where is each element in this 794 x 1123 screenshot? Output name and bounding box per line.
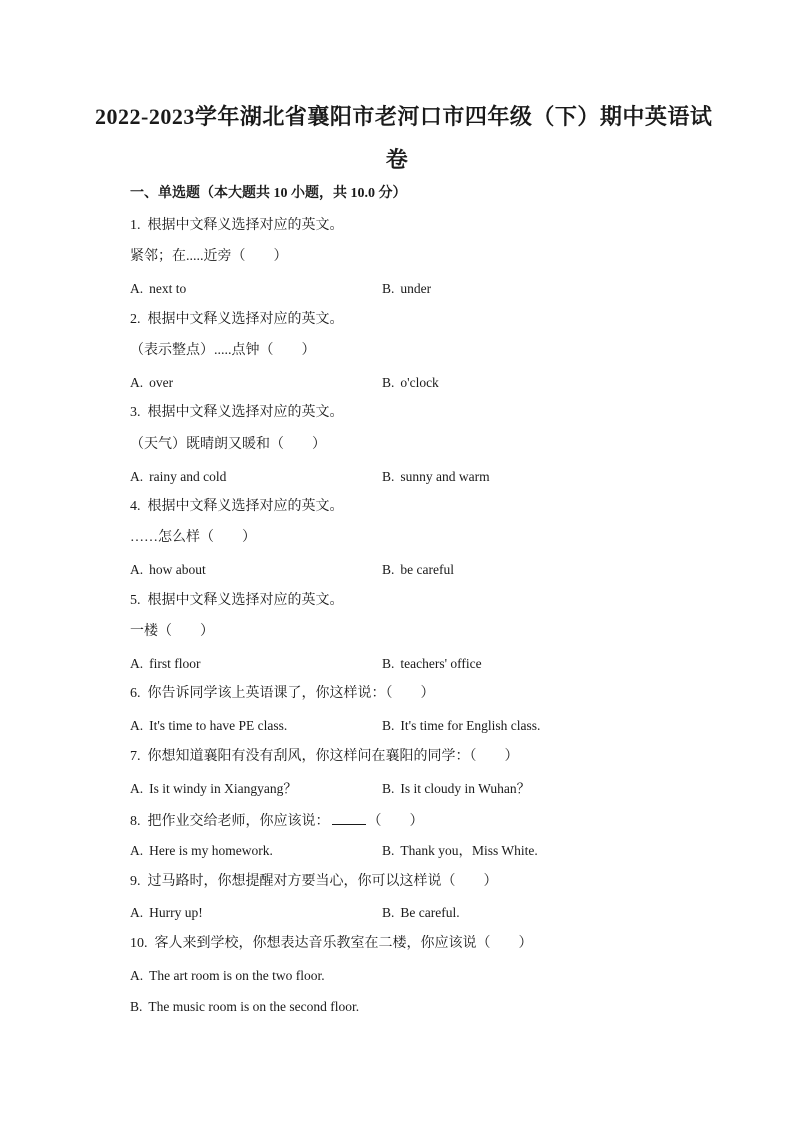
question-5-option-a[interactable]: A. first floor (130, 656, 201, 671)
question-5-option-b[interactable]: B. teachers' office (382, 656, 482, 671)
question-6-stem: 6. 你告诉同学该上英语课了，你这样说：（ ） (130, 686, 435, 701)
question-8-option-b[interactable]: B. Thank you，Miss White. (382, 843, 538, 858)
question-7-option-b[interactable]: B. Is it cloudy in Wuhan？ (382, 781, 531, 796)
question-1-option-b[interactable]: B. under (382, 281, 432, 296)
question-8-option-a[interactable]: A. Here is my homework. (130, 843, 273, 858)
question-2-option-b[interactable]: B. o'clock (382, 375, 439, 390)
question-7-stem: 7. 你想知道襄阳有没有刮风，你这样问在襄阳的同学：（ ） (130, 749, 519, 764)
question-9-option-a[interactable]: A. Hurry up! (130, 905, 203, 920)
question-4-option-b[interactable]: B. be careful (382, 562, 454, 577)
question-3-option-b[interactable]: B. sunny and warm (382, 469, 490, 484)
question-10-option-a[interactable]: A. The art room is on the two floor. (130, 968, 325, 983)
question-1-option-a[interactable]: A. next to (130, 281, 187, 296)
question-4-stem: 4. 根据中文释义选择对应的英文。 (130, 499, 344, 514)
question-5-prompt: 一楼（ ） (130, 624, 214, 639)
question-4-option-a[interactable]: A. how about (130, 562, 206, 577)
question-6-option-a[interactable]: A. It's time to have PE class. (130, 718, 288, 733)
question-2-prompt: （表示整点）.....点钟（ ） (130, 343, 316, 358)
question-2-stem: 2. 根据中文释义选择对应的英文。 (130, 312, 344, 327)
question-3-stem: 3. 根据中文释义选择对应的英文。 (130, 405, 344, 420)
question-1-stem: 1. 根据中文释义选择对应的英文。 (130, 218, 344, 233)
question-10-option-b[interactable]: B. The music room is on the second floor. (130, 999, 360, 1014)
question-5-stem: 5. 根据中文释义选择对应的英文。 (130, 593, 344, 608)
exam-title-line2: 卷 (385, 147, 409, 172)
question-9-option-b[interactable]: B. Be careful. (382, 905, 460, 920)
question-1-prompt: 紧邻；在.....近旁（ ） (130, 249, 288, 264)
question-4-prompt: ……怎么样（ ） (130, 530, 256, 545)
section-heading: 一、单选题（本大题共 10 小题，共 10.0 分） (130, 186, 407, 201)
question-9-stem: 9. 过马路时，你想提醒对方要当心，你可以这样说（ ） (130, 874, 498, 889)
question-10-stem: 10. 客人来到学校，你想表达音乐教室在二楼，你应该说（ ） (130, 936, 533, 951)
question-3-option-a[interactable]: A. rainy and cold (130, 469, 227, 484)
answer-blank[interactable] (332, 812, 366, 825)
question-6-option-b[interactable]: B. It's time for English class. (382, 718, 541, 733)
exam-title-line1: 2022-2023学年湖北省襄阳市老河口市四年级（下）期中英语试 (95, 104, 713, 129)
question-3-prompt: （天气）既晴朗又暖和（ ） (130, 437, 326, 452)
question-8-stem: 8. 把作业交给老师，你应该说： （ ） (130, 814, 424, 829)
question-2-option-a[interactable]: A. over (130, 375, 174, 390)
question-7-option-a[interactable]: A. Is it windy in Xiangyang？ (130, 781, 297, 796)
